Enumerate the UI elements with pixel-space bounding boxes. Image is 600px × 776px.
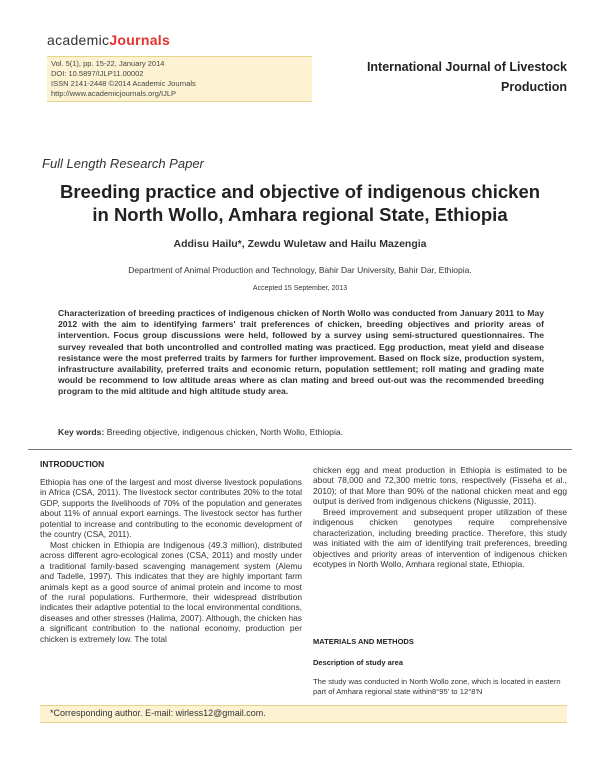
study-area-subheading: Description of study area (313, 658, 404, 667)
title-line1: Breeding practice and objective of indigenous chicken (59, 181, 541, 202)
authors: Addisu Hailu*, Zewdu Wuletaw and Hailu Mazengia (173, 238, 427, 250)
paper-type: Full Length Research Paper (42, 156, 204, 171)
journal-title-line1: International Journal of Livestock (366, 60, 567, 74)
methods-paragraph-1: The study was conducted in North Wollo zone, which is located in eastern part of Amhara regional state within8°95' to 12°8'N (313, 677, 561, 697)
intro-paragraph-1: Ethiopia has one of the largest and most diverse livestock populations in Africa (CSA, 2011). The livestock sector contributes 20% to the total GDP, supports the livelihoods of 70% of the population and generates about 11% of annual export earnings. The livestock sector has further potential to increase and contributing to the economic development of the country (CSA, 2011). (40, 477, 302, 540)
abstract: Characterization of breeding practices of indigenous chicken of North Wollo was conducted from January 2011 to May 2012 with the aim to identifying farmers' trait preferences of chicken, breeding objectives and priority areas of intervention. Focus group discussions were held, followed by a survey using semi-structured questionnaires. The survey revealed that both uncontrolled and controlled mating was practiced. Egg production, meat yield and disease resistance were the most preferred traits by farmers for further improvement. Based on flock size, production system, infrastructure availability, preferred traits and economic return, population settlement; roll mating and grading mate would be recommend to low altitude areas where as clan mating and breed out-out was the recommended breeding program to the mid altitude and high altitude study area. (58, 308, 544, 397)
intro-paragraph-3: chicken egg and meat production in Ethiopia is estimated to be about 78,000 and 72,300 metric tons, respectively (Fisseha et al., 2010); of that More than 90% of the national chicken meat and egg output is derived from indigenous chickens (Nigussie, 2011). (313, 465, 567, 507)
logo-part2: Journals (109, 32, 171, 48)
intro-paragraph-4: Breed improvement and subsequent proper utilization of these indigenous chicken genotypes require comprehensive characterization, including breeding practice. Therefore, this study was initiated with the aim of identifying trait preferences, breeding objectives and priority areas of intervention of indigenous chicken ecotypes in North Wollo, Amhara regional state, Ethiopia. (313, 506, 567, 570)
corresponding-author-text: *Corresponding author. E-mail: wirless12@gmail.com. (50, 708, 266, 718)
title-line2: in North Wollo, Amhara regional State, Ethiopia (92, 204, 508, 225)
doi-line: DOI: 10.5897/IJLP11.00002 (51, 69, 144, 78)
issn-line: ISSN 2141-2448 ©2014 Academic Journals (51, 79, 196, 88)
journal-title-box (322, 56, 567, 100)
corresponding-author-footer (40, 705, 567, 723)
publisher-logo (47, 32, 170, 48)
keywords (58, 427, 544, 437)
citation-box (47, 56, 312, 102)
column-left (40, 477, 302, 644)
keywords-label: Key words: (58, 427, 105, 437)
journal-title-line2: Production (501, 80, 567, 94)
introduction-heading: INTRODUCTION (40, 459, 105, 469)
journal-url[interactable]: http://www.academicjournals.org/IJLP (51, 89, 177, 98)
column-right (313, 465, 567, 570)
affiliation: Department of Animal Production and Technology, Bahir Dar University, Bahir Dar, Ethiopia. (128, 265, 472, 275)
keywords-text: Breeding objective, indigenous chicken, North Wollo, Ethiopia. (104, 427, 344, 437)
intro-paragraph-2: Most chicken in Ethiopia are Indigenous (49.3 million), distributed across different agro-ecological zones (CSA, 2011) and mostly under a traditional family-based scavenging management system (Alemu and Tadelle, 1997). This indicates that they are highly important farm animals kept as a good source of animal protein and income to most of the rural populations. Furthermore, their widespread distribution indicates their adaptive potential to the local environmental conditions, diseases and other stresses (Halima, 2007). Although, the chicken has a significant contribution to the national economy, production per chicken is extremely low. The total (40, 539, 302, 644)
logo-part1: academic (47, 32, 110, 48)
section-divider (28, 449, 572, 450)
accepted-date: Accepted 15 September, 2013 (252, 285, 348, 292)
volume-line: Vol. 5(1), pp. 15-22, January 2014 (51, 59, 165, 68)
header-band (47, 52, 567, 102)
methods-heading: MATERIALS AND METHODS (313, 637, 414, 646)
paper-title (40, 180, 560, 226)
